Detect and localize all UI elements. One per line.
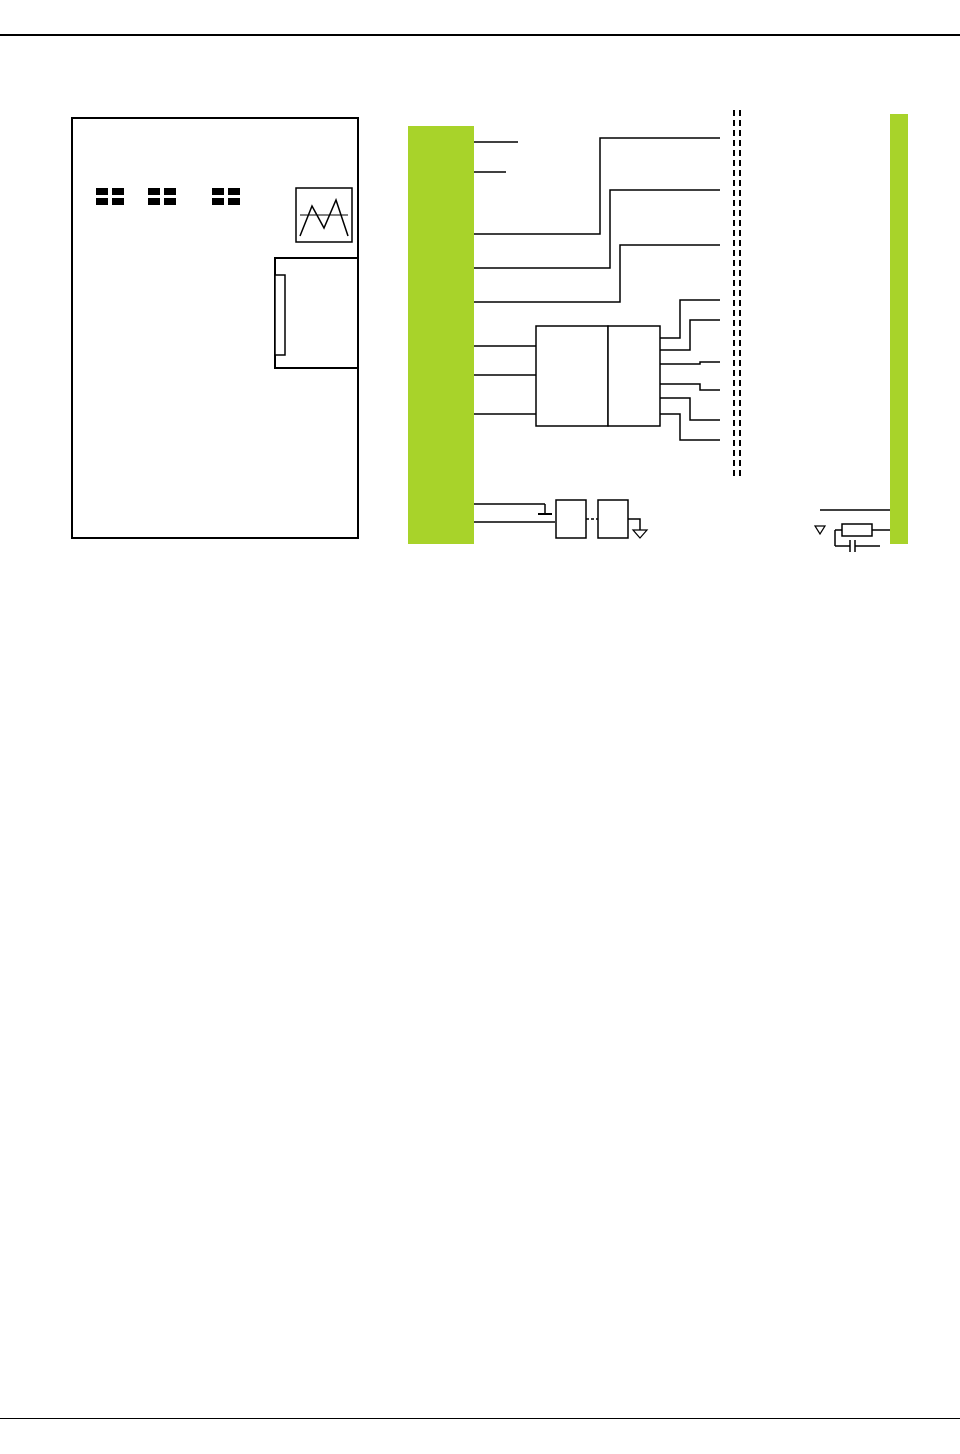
- header-rule: [0, 34, 960, 36]
- board-connector: [275, 258, 358, 368]
- teco-logo-icon: [296, 188, 352, 242]
- dc-block-2: [598, 500, 628, 538]
- isolation-barrier: [734, 110, 740, 480]
- uart-block: [536, 326, 608, 426]
- warning-line: [6, 984, 956, 1010]
- uart-signal-block: [608, 326, 660, 426]
- rs485-connector-strip: [890, 114, 908, 544]
- figure-mr0115: [0, 60, 960, 555]
- ttl-connector-strip: [408, 126, 474, 544]
- dc-block-1: [556, 500, 586, 538]
- gnd-rc-network: [815, 510, 890, 552]
- footer-rule: [0, 1418, 960, 1419]
